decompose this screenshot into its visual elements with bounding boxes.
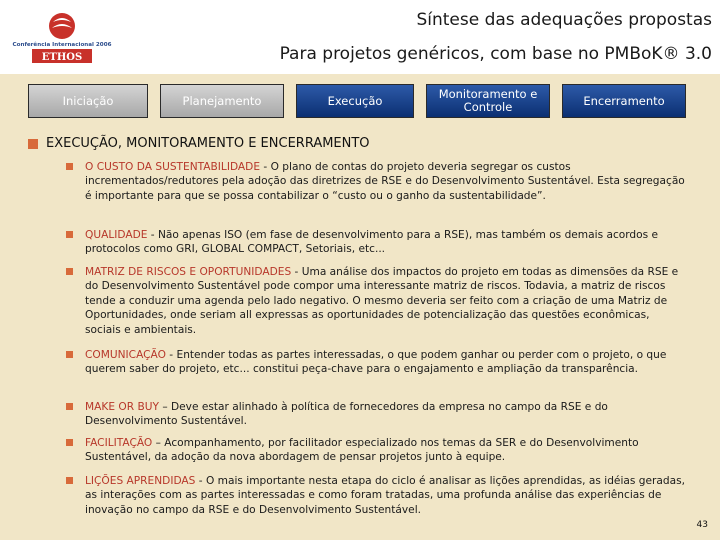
- item-keyword: QUALIDADE: [85, 229, 148, 241]
- list-item: [66, 400, 686, 429]
- ethos-logo: [6, 8, 118, 68]
- item-keyword: MATRIZ DE RISCOS E OPORTUNIDADES: [85, 266, 292, 278]
- step-monitoramento-controle[interactable]: Monitoramento e Controle: [426, 84, 550, 118]
- item-keyword: O CUSTO DA SUSTENTABILIDADE: [85, 161, 261, 173]
- bullet-square-icon: [66, 477, 73, 484]
- item-keyword: LIÇÕES APRENDIDAS: [85, 475, 196, 487]
- section-heading: [28, 136, 370, 151]
- bullet-square-icon: [66, 403, 73, 410]
- item-text: – Deve estar alinhado à política de fornecedores da empresa no campo da RSE e do Desenvolvimento Sustentável.: [85, 401, 608, 428]
- title-line-2: Para projetos genéricos, com base no PMBoK® 3.0: [279, 44, 712, 64]
- step-iniciacao[interactable]: Iniciação: [28, 84, 148, 118]
- logo-brand: ETHOS: [41, 52, 83, 63]
- list-item: [66, 474, 686, 517]
- list-item: [66, 348, 686, 377]
- bullet-square-icon: [66, 439, 73, 446]
- bullet-square-icon: [28, 139, 38, 149]
- step-encerramento[interactable]: Encerramento: [562, 84, 686, 118]
- section-title: EXECUÇÃO, MONITORAMENTO E ENCERRAMENTO: [46, 136, 370, 151]
- step-planejamento[interactable]: Planejamento: [160, 84, 284, 118]
- item-keyword: COMUNICAÇÃO: [85, 349, 166, 361]
- item-text: - Entender todas as partes interessadas, o que podem ganhar ou perder com o projeto, o que querem saber do projeto, etc... constitui peça-chave para o engajamento e ampliação da transparência.: [85, 349, 667, 376]
- item-text: - O mais importante nesta etapa do ciclo é analisar as lições aprendidas, as idéias geradas, as interações com as partes interessadas e como foram tratadas, uma profunda análise das experiências de inovação no campo da RSE e do Desenvolvimento Sustentável.: [85, 475, 685, 516]
- bullet-square-icon: [66, 351, 73, 358]
- logo-caption: Conferência Internacional 2006: [12, 42, 112, 48]
- bullet-square-icon: [66, 231, 73, 238]
- list-item: [66, 228, 686, 257]
- item-text: - O plano de contas do projeto deveria segregar os custos incrementados/redutores pela adoção das diretrizes de RSE e do Desenvolvimento Sustentável. Esta segregação é importante para que se possa contabilizar o “custo ou o ganho da sustentabilidade”.: [85, 161, 685, 202]
- bullet-square-icon: [66, 268, 73, 275]
- item-keyword: FACILITAÇÃO: [85, 437, 153, 449]
- list-item: [66, 160, 686, 203]
- page-number: 43: [696, 520, 708, 530]
- list-item: [66, 436, 686, 465]
- process-nav: [0, 82, 720, 122]
- item-text: - Uma análise dos impactos do projeto em todas as dimensões da RSE e do Desenvolvimento Sustentável pode compor uma interessante matriz de riscos. Todavia, a matriz de riscos tende a conduzir uma agenda pelo lado negativo. O mesmo deveria ser feito com a criação de uma Matriz de Oportunidades, onde seriam all expressas as oportunidades de potencialização das questões econômicas, sociais e ambientais.: [85, 266, 679, 336]
- bullet-square-icon: [66, 163, 73, 170]
- item-keyword: MAKE OR BUY: [85, 401, 159, 413]
- item-text: - Não apenas ISO (em fase de desenvolvimento para a RSE), mas também os demais acordos e protocolos como GRI, GLOBAL COMPACT, Setoriais, etc...: [85, 229, 659, 256]
- header: [0, 0, 720, 74]
- list-item: [66, 265, 686, 337]
- title-line-1: Síntese das adequações propostas: [416, 10, 712, 30]
- step-execucao[interactable]: Execução: [296, 84, 414, 118]
- item-text: – Acompanhamento, por facilitador especializado nos temas da SER e do Desenvolvimento Sustentável, da adoção da nova abordagem de pensar projetos junto à equipe.: [85, 437, 639, 464]
